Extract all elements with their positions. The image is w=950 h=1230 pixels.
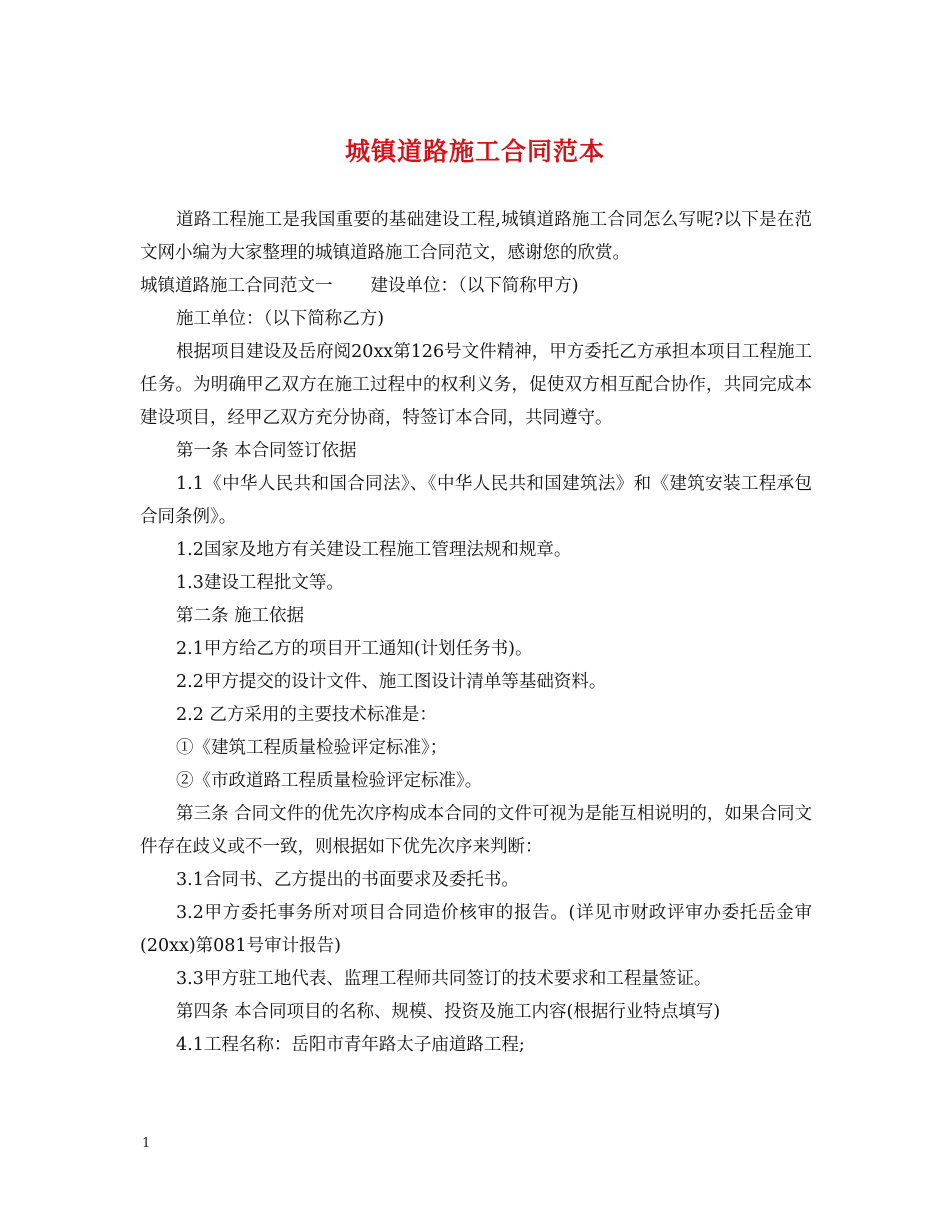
article-1-heading: 第一条 本合同签订依据 bbox=[176, 441, 357, 461]
clause-3-1: 3.1合同书、乙方提出的书面要求及委托书。 bbox=[176, 870, 519, 890]
document-title: 城镇道路施工合同范本 bbox=[344, 137, 605, 166]
clause-4-1: 4.1工程名称：岳阳市青年路太子庙道路工程; bbox=[176, 1035, 525, 1055]
article-4-heading: 第四条 本合同项目的名称、规模、投资及施工内容(根据行业特点填写) bbox=[176, 1002, 721, 1022]
clause-1-1: 1.1《中华人民共和国合同法》、《中华人民共和国建筑法》和《建筑安装工程承包合同条例》。 bbox=[140, 474, 812, 527]
document-body bbox=[140, 204, 812, 1062]
party-b-line: 施工单位：（以下简称乙方) bbox=[176, 309, 385, 329]
standard-1: ①《建筑工程质量检验评定标准》； bbox=[176, 738, 448, 758]
clause-2-1: 2.1甲方给乙方的项目开工通知(计划任务书)。 bbox=[176, 639, 533, 659]
clause-1-3: 1.3建设工程批文等。 bbox=[176, 573, 344, 593]
sample-heading: 城镇道路施工合同范文一 bbox=[140, 276, 333, 296]
clause-1-2: 1.2国家及地方有关建设工程施工管理法规和规章。 bbox=[176, 540, 572, 560]
article-2-heading: 第二条 施工依据 bbox=[176, 606, 305, 626]
clause-3-2: 3.2甲方委托事务所对项目合同造价核审的报告。(详见市财政评审办委托岳金审(20xx)第081号审计报告) bbox=[140, 903, 812, 956]
sample-heading-line bbox=[140, 270, 812, 303]
clause-2-2b: 2.2 乙方采用的主要技术标准是： bbox=[176, 705, 437, 725]
standard-2: ②《市政道路工程质量检验评定标准》。 bbox=[176, 771, 483, 791]
party-a-line: 建设单位：（以下简称甲方) bbox=[370, 276, 579, 296]
preamble-paragraph: 根据项目建设及岳府阅20xx第126号文件精神，甲方委托乙方承担本项目工程施工任务。为明确甲乙双方在施工过程中的权利义务，促使双方相互配合协作，共同完成本建设项目，经甲乙双方充分协商，特签订本合同，共同遵守。 bbox=[140, 342, 812, 428]
article-3-paragraph: 第三条 合同文件的优先次序构成本合同的文件可视为是能互相说明的，如果合同文件存在歧义或不一致，则根据如下优先次序来判断： bbox=[140, 804, 812, 857]
page-number: 1 bbox=[142, 1136, 151, 1151]
intro-paragraph: 道路工程施工是我国重要的基础建设工程,城镇道路施工合同怎么写呢?以下是在范文网小编为大家整理的城镇道路施工合同范文，感谢您的欣赏。 bbox=[140, 210, 812, 263]
clause-2-2: 2.2甲方提交的设计文件、施工图设计清单等基础资料。 bbox=[176, 672, 607, 692]
clause-3-3: 3.3甲方驻工地代表、监理工程师共同签订的技术要求和工程量签证。 bbox=[176, 969, 712, 989]
